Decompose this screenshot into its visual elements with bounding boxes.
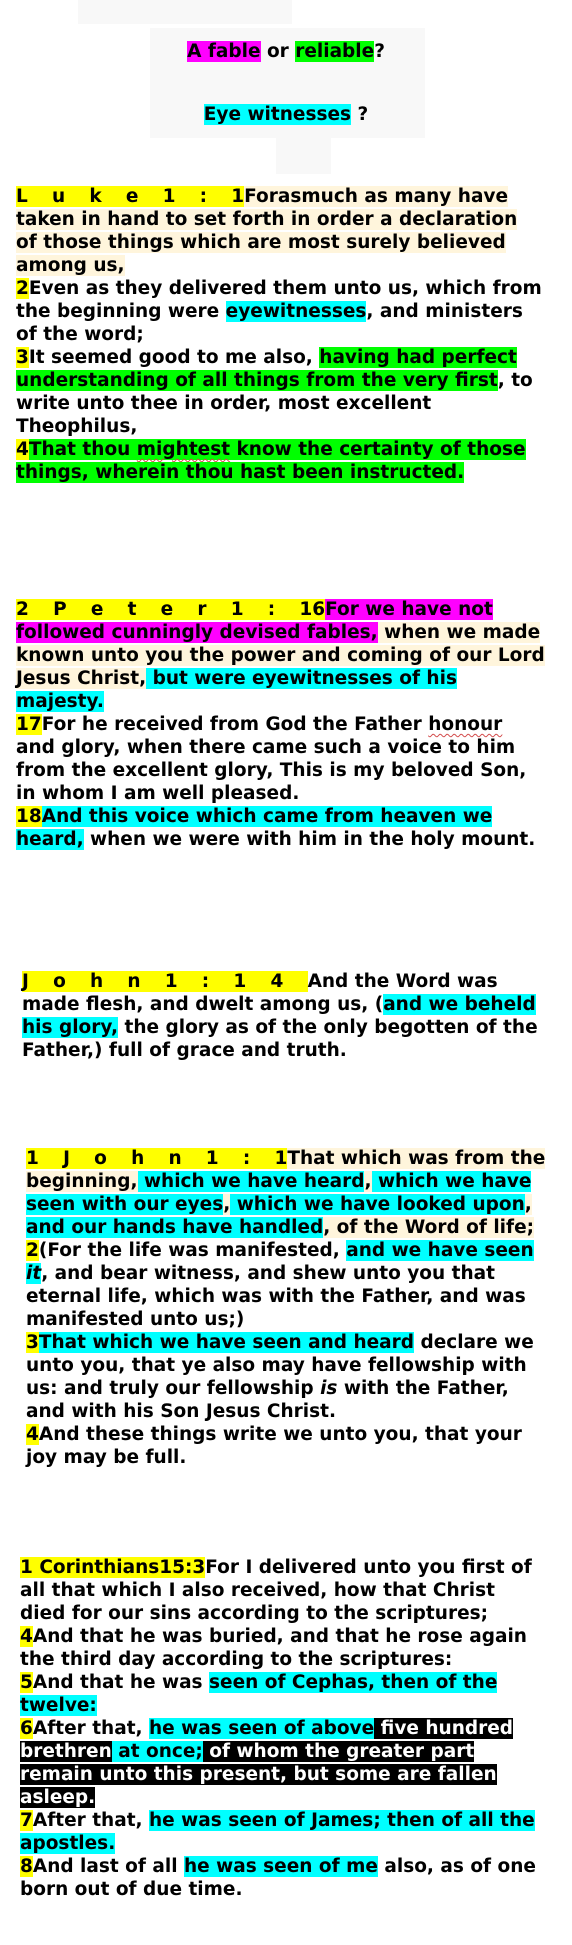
verse-num: 1 — [274, 1148, 288, 1169]
verse-num: 4 — [16, 439, 29, 460]
luke-passage — [16, 185, 544, 484]
luke-v2-text: Even as they delivered them unto us, which from the beginning were — [16, 278, 542, 322]
title-bg-tab — [276, 138, 331, 174]
luke-v3-text: It seemed good to me also, — [28, 347, 320, 368]
peter-v17-text-end: and glory, when there came such a voice to him from the excellent glory, This is my beloved Son, in whom I am well pleased. — [16, 737, 527, 804]
corinthians-v5-text: And that he was — [32, 1672, 210, 1693]
peter-v16-text: when we made known unto you the power and coming of our Lord Jesus Christ, — [16, 622, 545, 689]
first-john-v4-text: And these things write we unto you, that your joy may be full. — [26, 1424, 522, 1468]
peter-v17-text: For he received from God the Father — [41, 714, 429, 735]
perfect-understanding-highlight: having had perfect understanding of all things from the very first — [16, 347, 517, 391]
first-john-v3-end: with the Father, and with his Son Jesus Christ. — [26, 1378, 509, 1422]
eyewitnesses-highlight: eyewitnesses — [225, 301, 367, 322]
seen-above-highlight: he was seen of above — [149, 1718, 375, 1739]
verse-num: 8 — [20, 1856, 33, 1877]
john-text-end: the glory as of the only begotten of the Father,) full of grace and truth. — [22, 1017, 538, 1061]
verse-num: 4 — [20, 1626, 33, 1647]
italic-it: it — [26, 1263, 42, 1284]
corinthians-passage — [20, 1556, 546, 1901]
verse-num: 18 — [16, 806, 42, 827]
luke-v3-text-end: , to write unto thee in order, most excellent Theophilus, — [16, 370, 533, 437]
john-passage — [22, 970, 548, 1062]
corinthians-v4-text: And that he was buried, and that he rose again the third day according to the scriptures: — [20, 1626, 527, 1670]
comma: , — [223, 1194, 231, 1215]
at-once-highlight: at once; — [111, 1741, 203, 1762]
looked-upon-highlight: which we have looked upon — [230, 1194, 525, 1215]
luke-v4-text: That thou — [28, 439, 137, 460]
or-word: or — [260, 41, 296, 62]
luke-reference: L u k e 1 : — [16, 186, 232, 207]
first-john-v1-text: That which was from the beginning, — [26, 1148, 546, 1192]
john-reference: J o h n 1 : 1 4 — [22, 971, 308, 992]
luke-v4-highlight — [16, 439, 526, 483]
peter-v18-text: when we were with him in the holy mount. — [83, 829, 536, 850]
heard-highlight: which we have heard — [137, 1171, 365, 1192]
seen-of-me-highlight: he was seen of me — [183, 1856, 378, 1877]
first-john-v2-text: (For the life was manifested, — [38, 1240, 347, 1261]
fallen-asleep-highlight: of whom the greater part remain unto this present, but some are fallen asleep. — [20, 1741, 497, 1808]
first-john-reference: 1 J o h n 1 : — [26, 1148, 275, 1169]
luke-v4-text-end: know the certainty of those things, wherein thou hast been instructed. — [16, 439, 526, 483]
verse-num: 2 — [26, 1240, 39, 1261]
voice-heard-highlight: And this voice which came from heaven we heard, — [16, 806, 493, 850]
verse-num: 5 — [20, 1672, 33, 1693]
corinthians-v8-text: And last of all — [32, 1856, 184, 1877]
beheld-glory-highlight: and we beheld his glory, — [22, 994, 536, 1038]
verse-num: 6 — [20, 1718, 33, 1739]
seen-heard-highlight: That which we have seen and heard — [38, 1332, 415, 1353]
reliable-highlight: reliable — [295, 41, 375, 62]
corinthians-v7-text: After that, — [32, 1810, 150, 1831]
corinthians-v6-text: After that, — [32, 1718, 150, 1739]
first-john-passage — [26, 1147, 554, 1469]
eye-witnesses-highlight: Eye witnesses — [203, 104, 352, 125]
corinthians-v8-end: also, as of one born out of due time. — [20, 1856, 536, 1900]
first-john-v2-end: , and bear witness, and shew unto you that eternal life, which was with the Father, and was manifested unto us;) — [26, 1263, 526, 1330]
comma: , — [364, 1171, 372, 1192]
verse-num: 2 — [16, 278, 29, 299]
john-text: And the Word was made flesh, and dwelt among us, ( — [22, 971, 498, 1015]
fables-highlight: For we have not followed cunningly devised fables, — [16, 599, 493, 643]
verse-num: 7 — [20, 1810, 33, 1831]
question-mark-2: ? — [351, 104, 369, 125]
comma: , — [524, 1194, 532, 1215]
fable-highlight: A fable — [187, 41, 261, 62]
first-john-v3-text: declare we unto you, that ye also may have fellowship with us: and truly our fellowship — [26, 1332, 534, 1399]
corinthians-reference: 1 Corinthians15:3 — [20, 1557, 206, 1578]
majesty-highlight: but were eyewitnesses of his majesty. — [16, 668, 457, 712]
header-line-1 — [0, 40, 572, 63]
spellcheck-word: honour — [428, 714, 503, 735]
verse-num: 1 — [231, 186, 245, 207]
luke-v2-text-end: , and ministers of the word; — [16, 301, 523, 345]
cephas-highlight: seen of Cephas, then of the twelve: — [20, 1672, 498, 1716]
seen-text: and we have seen — [346, 1240, 534, 1261]
verse-num: 17 — [16, 714, 42, 735]
question-mark: ? — [374, 41, 385, 62]
luke-v1-text: Forasmuch as many have taken in hand to set forth in order a declaration of those things which are most surely believed among us, — [16, 186, 518, 276]
corinthians-v3-text: For I delivered unto you first of all that which I also received, how that Christ died for our sins according to the scriptures; — [20, 1557, 532, 1624]
james-highlight: he was seen of James; then of all the apostles. — [20, 1810, 535, 1854]
handled-highlight: and our hands have handled — [26, 1217, 324, 1238]
top-bg-panel — [78, 0, 292, 24]
italic-is: is — [320, 1378, 338, 1399]
first-john-v1-end: , of the Word of life; — [323, 1217, 535, 1238]
verse-num: 3 — [16, 347, 29, 368]
header-line-2 — [0, 103, 572, 126]
spellcheck-word: mightest — [136, 439, 231, 460]
verse-num: 16 — [299, 599, 326, 620]
verse-num: 3 — [26, 1332, 39, 1353]
peter-reference: 2 P e t e r 1 : — [16, 599, 300, 620]
five-hundred-highlight: five hundred brethren — [20, 1718, 514, 1762]
verse-num: 4 — [26, 1424, 39, 1445]
peter-passage — [16, 598, 546, 851]
seen-eyes-highlight: which we have seen with our eyes — [26, 1171, 532, 1215]
